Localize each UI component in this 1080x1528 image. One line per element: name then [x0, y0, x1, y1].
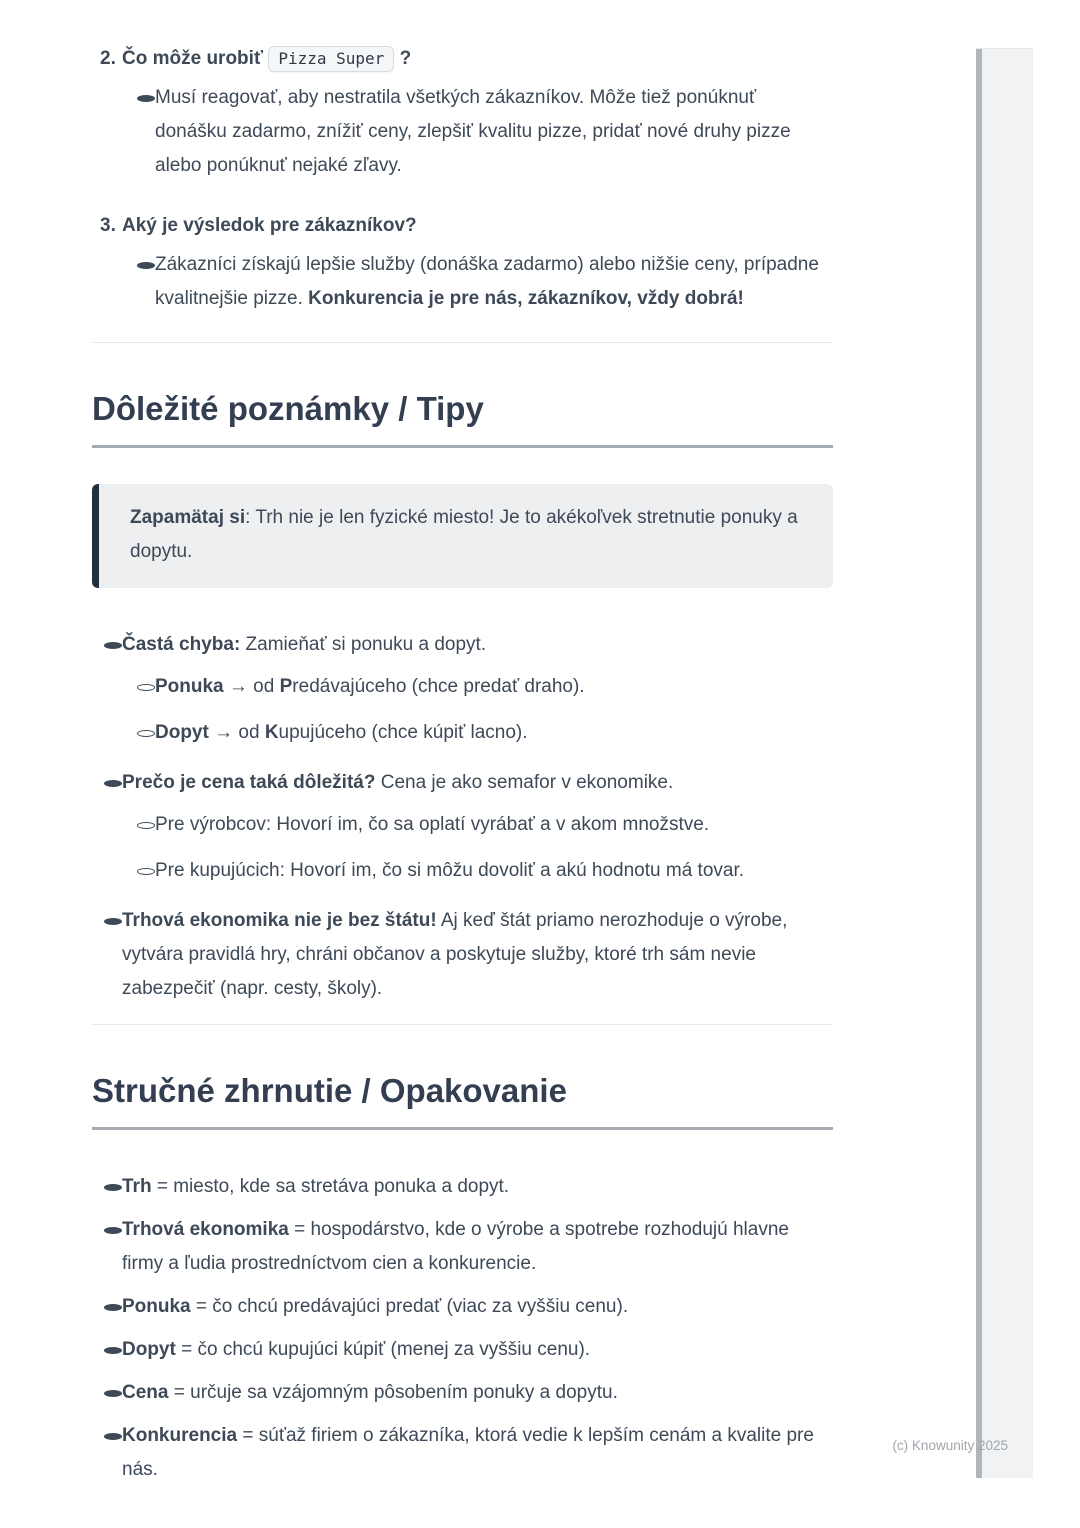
scrollbar-thumb[interactable] — [976, 49, 982, 1478]
bullet-item — [137, 248, 833, 316]
inline-code-chip: Pizza Super — [268, 46, 394, 72]
tip-item — [92, 628, 833, 750]
bullet-icon — [104, 1184, 122, 1191]
circle-bullet-icon — [137, 868, 155, 875]
summary-item — [92, 1213, 833, 1281]
section-heading-notes: Dôležité poznámky / Tipy — [92, 389, 833, 448]
bullet-item — [92, 766, 833, 800]
bullet-item — [137, 81, 833, 183]
summary-item — [92, 1290, 833, 1324]
summary-list — [92, 1170, 833, 1487]
bullet-icon — [104, 780, 122, 787]
summary-text: Dopyt = čo chcú kupujúci kúpiť (menej za vyššiu cenu). — [122, 1339, 591, 1360]
summary-text: Cena = určuje sa vzájomným pôsobením ponuky a dopytu. — [122, 1382, 618, 1403]
summary-item — [92, 1376, 833, 1410]
tip-item — [92, 904, 833, 1006]
sub-bullet-text: Pre kupujúcich: Hovorí im, čo si môžu dovoliť a akú hodnotu má tovar. — [155, 860, 745, 881]
section-divider — [92, 342, 833, 343]
callout-text: Zapamätaj si: Trh nie je len fyzické miesto! Je to akékoľvek stretnutie ponuky a dopytu. — [130, 507, 798, 562]
bullet-icon — [104, 642, 122, 649]
bullet-icon — [104, 1227, 122, 1234]
bullet-icon — [104, 1390, 122, 1397]
circle-bullet-icon — [137, 822, 155, 829]
summary-item — [92, 1170, 833, 1204]
summary-text: Trh = miesto, kde sa stretáva ponuka a dopyt. — [122, 1176, 510, 1197]
tip-item — [92, 766, 833, 888]
tip-text: Prečo je cena taká dôležitá? Cena je ako semafor v ekonomike. — [122, 772, 674, 793]
sub-bullet-item — [92, 670, 833, 704]
summary-text: Konkurencia = súťaž firiem o zákazníka, ktorá vedie k lepším cenám a kvalite pre nás. — [122, 1425, 814, 1480]
document-page — [92, 42, 833, 1496]
summary-text: Trhová ekonomika = hospodárstvo, kde o výrobe a spotrebe rozhodujú hlavne firmy a ľudia prostredníctvom cien a konkurencie. — [122, 1219, 789, 1274]
sub-bullet-text: Ponuka → od Predávajúceho (chce predať draho). — [155, 676, 585, 697]
tips-list — [92, 628, 833, 1006]
list-number: 2. — [100, 48, 116, 69]
circle-bullet-icon — [137, 684, 155, 691]
qa-item — [92, 209, 833, 316]
bullet-icon — [104, 1347, 122, 1354]
bullet-icon — [104, 1433, 122, 1440]
bullet-icon — [104, 918, 122, 925]
scrollbar[interactable] — [976, 48, 1033, 1478]
summary-text: Ponuka = čo chcú predávajúci predať (viac za vyššiu cenu). — [122, 1296, 629, 1317]
sub-bullet-item — [92, 808, 833, 842]
bullet-text: Zákazníci získajú lepšie služby (donáška zadarmo) alebo nižšie ceny, prípadne kvalitnejšie pizze. Konkurencia je pre nás, zákazníkov, vždy dobrá! — [155, 254, 819, 309]
tip-text: Trhová ekonomika nie je bez štátu! Aj keď štát priamo nerozhoduje o výrobe, vytvára pravidlá hry, chráni občanov a poskytuje služby, ktoré trh sám nevie zabezpečiť (napr. cesty, školy). — [122, 910, 788, 999]
sub-bullet-text: Pre výrobcov: Hovorí im, čo sa oplatí vyrábať a v akom množstve. — [155, 814, 710, 835]
copyright-watermark: (c) Knowunity 2025 — [892, 1438, 1008, 1453]
callout-remember — [92, 484, 833, 588]
qa-item-title: Čo môže urobiť Pizza Super ? — [122, 42, 833, 76]
sub-bullet-item — [92, 854, 833, 888]
section-heading-summary: Stručné zhrnutie / Opakovanie — [92, 1071, 833, 1130]
bullet-icon — [137, 262, 155, 269]
sub-bullet-text: Dopyt → od Kupujúceho (chce kúpiť lacno). — [155, 722, 528, 743]
qa-item — [92, 42, 833, 183]
circle-bullet-icon — [137, 730, 155, 737]
summary-item — [92, 1333, 833, 1367]
bullet-item — [92, 628, 833, 662]
tip-text: Častá chyba: Zamieňať si ponuku a dopyt. — [122, 634, 487, 655]
section-divider — [92, 1024, 833, 1025]
sub-bullet-item — [92, 716, 833, 750]
bullet-text: Musí reagovať, aby nestratila všetkých zákazníkov. Môže tiež ponúknuť donášku zadarmo, znížiť ceny, zlepšiť kvalitu pizze, pridať nové druhy pizze alebo ponúknuť nejaké zľavy. — [155, 87, 791, 176]
bullet-item — [92, 904, 833, 1006]
list-number: 3. — [100, 215, 116, 236]
bullet-icon — [104, 1304, 122, 1311]
summary-item — [92, 1419, 833, 1487]
qa-item-title: Aký je výsledok pre zákazníkov? — [122, 215, 417, 236]
qa-list — [92, 42, 833, 316]
bullet-icon — [137, 95, 155, 102]
